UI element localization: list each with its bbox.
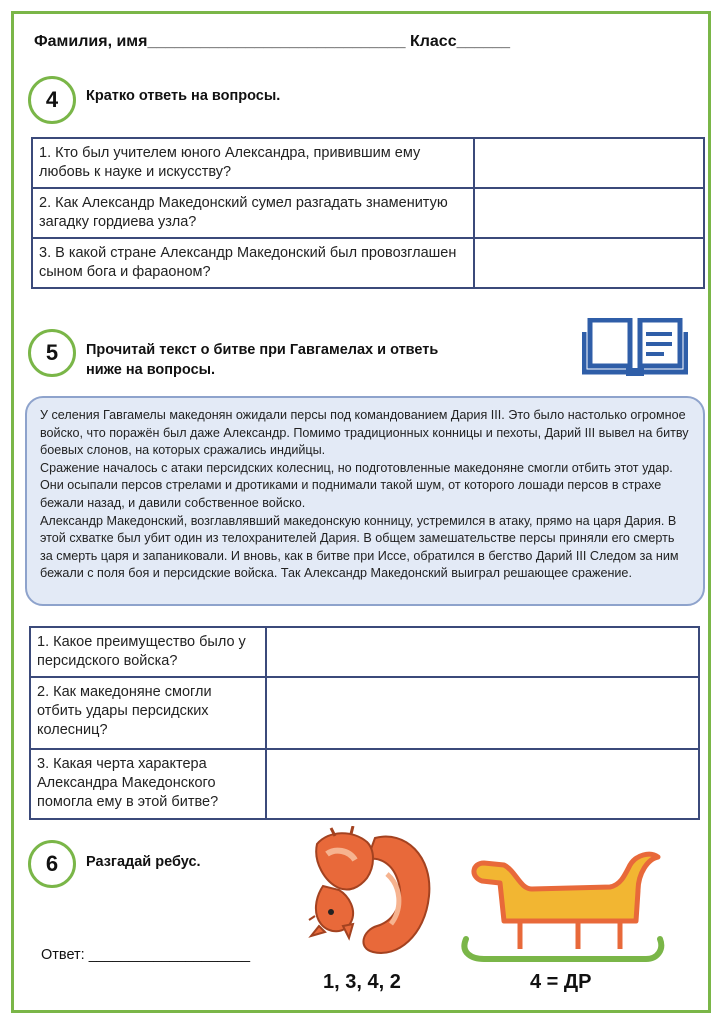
task4-title: Кратко ответь на вопросы. [86, 88, 281, 104]
table-row [30, 677, 699, 749]
task5-question-2: 2. Как македоняне смогли отбить удары персидских колесниц? [30, 677, 266, 749]
task5-title [86, 340, 438, 380]
battle-text-box [25, 396, 705, 606]
task-number-4: 4 [28, 76, 76, 124]
squirrel-caption: 1, 3, 4, 2 [323, 971, 401, 993]
task5-answer-cell-1[interactable] [266, 627, 699, 677]
task4-question-2: 2. Как Александр Македонский сумел разгадать знаменитую загадку гордиева узла? [32, 188, 474, 238]
task5-title-line-1: Прочитай текст о битве при Гавгамелах и ответь [86, 342, 439, 358]
task4-answer-cell-1[interactable] [474, 138, 704, 188]
task6-title: Разгадай ребус. [86, 854, 201, 870]
task-number-5: 5 [28, 329, 76, 377]
task6-answer-line[interactable]: Ответ: ____________________ [41, 947, 251, 963]
battle-text-paragraph-2: Сражение началось с атаки персидских колесниц, но подготовленные македоняне смогли отбить этот удар. Они осыпали персов стрелами и дротиками и поднимали такой шум, от которого лошади персов в страхе бежали назад, и давили собственное войско. [40, 460, 673, 510]
task5-answer-cell-2[interactable] [266, 677, 699, 749]
task5-title-line-2: ниже на вопросы. [86, 362, 216, 378]
task5-question-1: 1. Какое преимущество было у персидского войска? [30, 627, 266, 677]
table-row [32, 188, 704, 238]
name-class-line: Фамилия, имя_____________________________ Класс______ [34, 33, 510, 50]
task4-answer-cell-2[interactable] [474, 188, 704, 238]
task5-answer-cell-3[interactable] [266, 749, 699, 819]
task4-question-1: 1. Кто был учителем юного Александра, привившим ему любовь к науке и искусству? [32, 138, 474, 188]
task4-answer-cell-3[interactable] [474, 238, 704, 288]
sled-caption: 4 = ДР [530, 971, 592, 993]
sled-icon [460, 843, 665, 968]
task5-question-table [29, 626, 700, 820]
table-row [30, 627, 699, 677]
open-book-icon [582, 318, 688, 378]
table-row [32, 238, 704, 288]
table-row [32, 138, 704, 188]
battle-text-paragraph-3: Александр Македонский, возглавлявший македонскую конницу, устремился в атаку, прямо на царя Дария. В этой схватке был убит один из телохранителей Дария. В общем замешательстве персы приняли его смерть за смерть царя и запаниковали. И вновь, как в битве при Иссе, обратился в бегство Дарий III Следом за ним бежали с поля боя и персидские войска. Так Александр Македонский выиграл решающее сражение. [40, 513, 679, 581]
table-row [30, 749, 699, 819]
task4-question-table [31, 137, 705, 289]
task5-question-3: 3. Какая черта характера Александра Македонского помогла ему в этой битве? [30, 749, 266, 819]
squirrel-icon [305, 826, 440, 966]
task4-question-3: 3. В какой стране Александр Македонский был провозглашен сыном бога и фараоном? [32, 238, 474, 288]
battle-text-paragraph-1: У селения Гавгамелы македонян ожидали персы под командованием Дария III. Это было настолько огромное войско, что поражён был даже Александр. Помимо традиционных конницы и пехоты, Дарий III вывел на битву боевых слонов, на которых сражались индийцы. [40, 408, 689, 458]
task-number-6: 6 [28, 840, 76, 888]
